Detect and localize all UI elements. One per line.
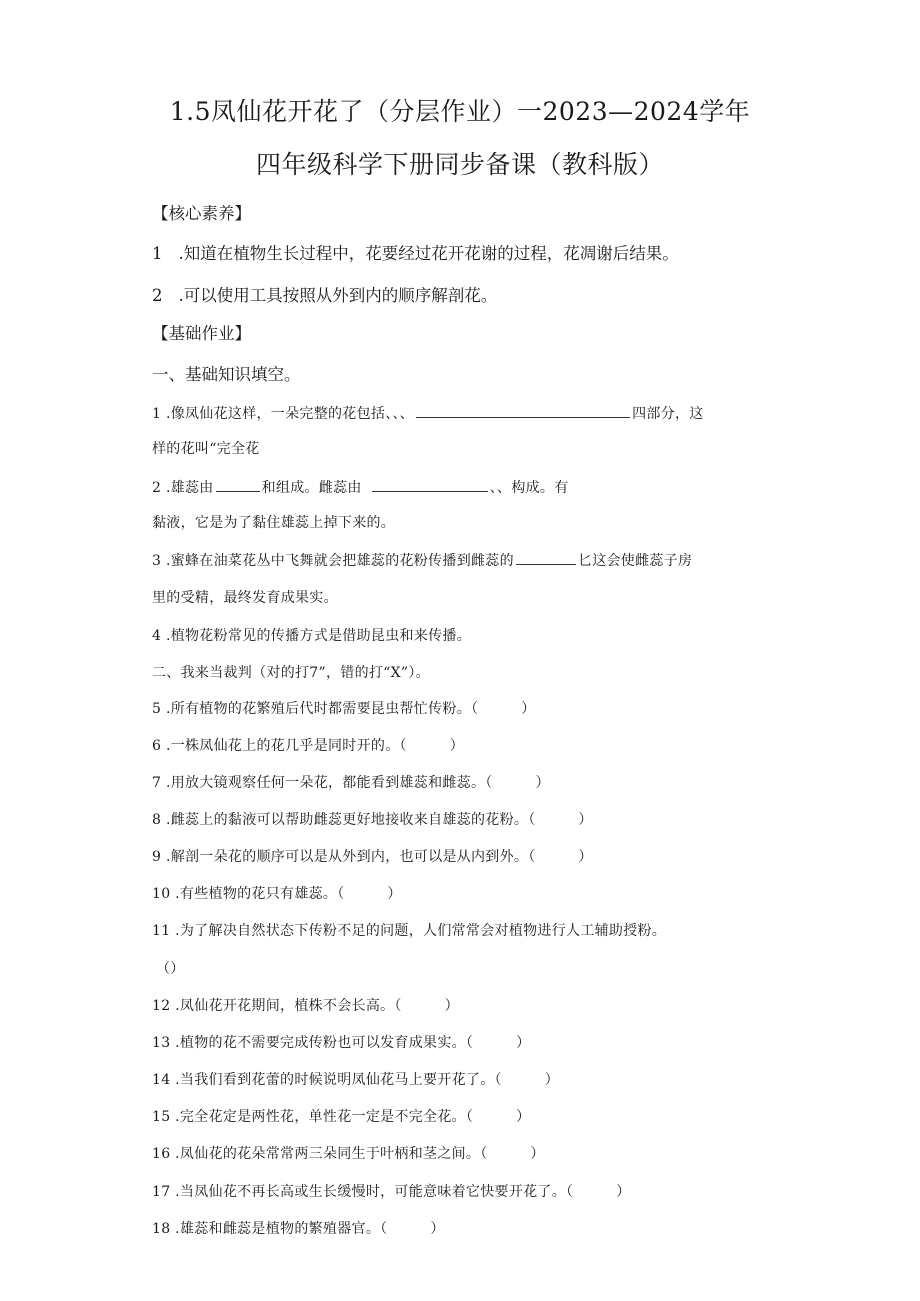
judge-item-7: 7 .用放大镜观察任何一朵花，都能看到雄蕊和雌蕊。（ ） [152,775,550,791]
question-3-line-1 [152,550,692,570]
question-2-blank-1[interactable] [216,490,260,492]
question-2-line-1 [152,477,569,497]
question-3-text-b: 匕这会使雌蕊子房 [577,553,693,569]
question-2-text-b: 和组成。雌蕊由 [261,480,362,496]
core-item-2 [152,282,497,306]
core-item-1-num: 1 [152,244,163,263]
question-1-line-1 [152,403,704,423]
core-heading: 【核心素养】 [152,204,251,223]
judge-item-14: 14 .当我们看到花蕾的时候说明凤仙花马上要开花了。（ ） [152,1072,560,1088]
question-1-text-b: 四部分，这 [632,406,704,422]
judge-item-18: 18 .雄蕊和雌蕊是植物的繁殖器官。（ ） [152,1221,445,1237]
title-line-2: 四年级科学下册同步备课（教科版） [255,150,664,179]
judge-item-15: 15 .完全花定是两性花，单性花一定是不完全花。（ ） [152,1109,531,1125]
judge-item-5: 5 .所有植物的花繁殖后代时都需要昆虫帮忙传粉。（ ） [152,701,536,717]
judge-item-12: 12 .凤仙花开花期间，植株不会长高。（ ） [152,998,459,1014]
core-item-1 [152,240,679,264]
part2-heading: 二、我来当裁判（对的打7”，错的打“X”）。 [152,665,430,681]
question-2-blank-2[interactable] [372,490,488,492]
judge-item-8: 8 .雌蕊上的黏液可以帮助雌蕊更好地接收来自雄蕊的花粉。（ ） [152,812,593,828]
judge-item-16: 16 .凤仙花的花朵常常两三朵同生于叶柄和茎之间。（ ） [152,1146,545,1162]
question-3-line-2: 里的受精，最终发育成果实。 [152,590,338,606]
core-item-2-num: 2 [152,286,163,305]
question-1-text-a: 1 .像凤仙花这样，一朵完整的花包括、、、 [152,406,415,422]
core-item-1-text: .知道在植物生长过程中，花要经过花开花谢的过程，花凋谢后结果。 [178,244,679,263]
question-1-line-2: 样的花叫“完全花 [152,441,260,457]
core-item-2-text: .可以使用工具按照从外到内的顺序解剖花。 [178,286,498,305]
part1-heading: 一、基础知识填空。 [152,365,301,384]
question-1-blank[interactable] [416,416,630,418]
judge-item-13: 13 .植物的花不需要完成传粉也可以发育成果实。（ ） [152,1035,531,1051]
question-2-text-a: 2 .雄蕊由 [152,480,214,496]
question-4: 4 .植物花粉常见的传播方式是借助昆虫和来传播。 [152,628,472,644]
question-2-line-2: 黏液，它是为了黏住雄蕊上掉下来的。 [152,515,396,531]
basic-heading: 【基础作业】 [152,324,251,343]
question-3-blank[interactable] [516,563,576,565]
judge-item-11: 11 .为了解决自然状态下传粉不足的问题，人们常常会对植物进行人工辅助授粉。 [152,923,667,939]
question-3-text-a: 3 .蜜蜂在油菜花丛中飞舞就会把雄蕊的花粉传播到雌蕊的 [152,553,514,569]
question-2-text-c: 、、构成。有 [489,480,569,496]
judge-item-17: 17 .当凤仙花不再长高或生长缓慢时，可能意味着它快要开花了。（ ） [152,1184,631,1200]
judge-item-9: 9 .解剖一朵花的顺序可以是从外到内，也可以是从内到外。（ ） [152,849,593,865]
judge-item-6: 6 .一株凤仙花上的花几乎是同时开的。（ ） [152,738,465,754]
judge-item-10: 10 .有些植物的花只有雄蕊。（ ） [152,886,402,902]
judge-item-11-paren: （） [156,961,185,977]
title-line-1: 1.5凤仙花开花了（分层作业）一2023—2024学年 [169,97,751,126]
